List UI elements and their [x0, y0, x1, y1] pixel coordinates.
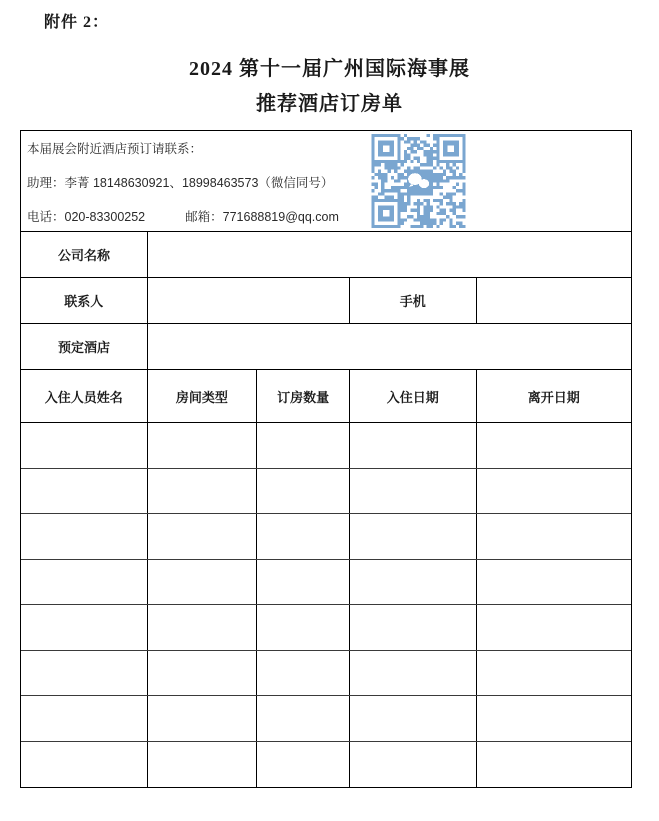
checkin-date-header: 入住日期 — [350, 370, 477, 422]
checkout-date-header: 离开日期 — [527, 389, 580, 405]
room-type-cell — [148, 742, 258, 788]
hotel-label: 预定酒店 — [21, 324, 148, 369]
room-count-cell — [257, 469, 350, 514]
mobile-label: 手机 — [350, 278, 477, 323]
room-count-cell — [257, 560, 350, 605]
checkout-date-cell — [477, 605, 631, 650]
room-count-cell — [257, 514, 350, 559]
company-name-field — [148, 232, 631, 277]
table-row — [21, 560, 631, 606]
room-count-header: 订房数量 — [257, 370, 350, 422]
room-count-cell — [257, 696, 350, 741]
checkout-date-cell — [477, 651, 631, 696]
table-row — [21, 605, 631, 651]
contact-person-label: 联系人 — [21, 278, 148, 323]
checkout-date-cell — [477, 560, 631, 605]
checkout-date-cell — [477, 469, 631, 514]
guest-name-cell — [21, 560, 148, 605]
guest-name-cell — [21, 423, 148, 468]
guest-name-cell — [21, 696, 148, 741]
fill-in-rows — [21, 423, 631, 787]
room-count-cell — [257, 742, 350, 788]
company-name-row — [21, 232, 631, 278]
contact-person-row — [21, 278, 631, 324]
guest-name-cell — [21, 651, 148, 696]
checkin-date-cell — [350, 742, 477, 788]
table-row — [21, 423, 631, 469]
hotel-field — [148, 324, 631, 369]
checkin-date-cell — [350, 651, 477, 696]
guest-name-cell — [21, 605, 148, 650]
checkin-date-cell — [350, 696, 477, 741]
checkout-date-cell — [477, 514, 631, 559]
page-title: 2024 第十一届广州国际海事展 — [189, 58, 470, 80]
assistant-contact-text: 助理：李菁 18148630921、18998463573（微信同号） — [27, 176, 334, 190]
checkin-date-cell — [350, 560, 477, 605]
room-type-cell — [148, 651, 258, 696]
phone-email-line — [27, 207, 339, 225]
room-type-header: 房间类型 — [148, 370, 258, 422]
email-text: 邮箱：771688819@qq.com — [185, 210, 339, 224]
guest-name-cell — [21, 469, 148, 514]
company-name-label: 公司名称 — [21, 232, 148, 277]
checkout-date-cell — [477, 423, 631, 468]
page-subtitle: 推荐酒店订房单 — [256, 93, 403, 115]
checkout-date-cell — [477, 696, 631, 741]
table-row — [21, 696, 631, 742]
booking-form-table — [20, 130, 632, 788]
room-type-cell — [148, 560, 258, 605]
table-row — [21, 742, 631, 788]
room-count-cell — [257, 423, 350, 468]
checkin-date-cell — [350, 423, 477, 468]
wechat-qr-code-icon — [371, 134, 466, 228]
room-type-cell — [148, 696, 258, 741]
checkin-date-cell — [350, 514, 477, 559]
room-type-cell — [148, 514, 258, 559]
room-type-cell — [148, 469, 258, 514]
table-row — [21, 514, 631, 560]
room-count-cell — [257, 651, 350, 696]
checkout-date-cell — [477, 742, 631, 788]
mobile-field — [477, 278, 631, 323]
contact-info-section — [21, 131, 631, 232]
guest-name-cell — [21, 514, 148, 559]
room-count-cell — [257, 605, 350, 650]
phone-text: 电话：020-83300252 — [27, 210, 146, 224]
contact-intro-text: 本届展会附近酒店预订请联系： — [27, 142, 203, 156]
attachment-label: 附件 2： — [44, 14, 110, 31]
contact-person-field — [148, 278, 350, 323]
room-type-cell — [148, 423, 258, 468]
hotel-row — [21, 324, 631, 370]
column-header-row — [21, 370, 631, 423]
table-row — [21, 651, 631, 697]
room-type-cell — [148, 605, 258, 650]
checkin-date-cell — [350, 605, 477, 650]
guest-name-cell — [21, 742, 148, 788]
checkin-date-cell — [350, 469, 477, 514]
table-row — [21, 469, 631, 515]
guest-name-header: 入住人员姓名 — [21, 370, 148, 422]
